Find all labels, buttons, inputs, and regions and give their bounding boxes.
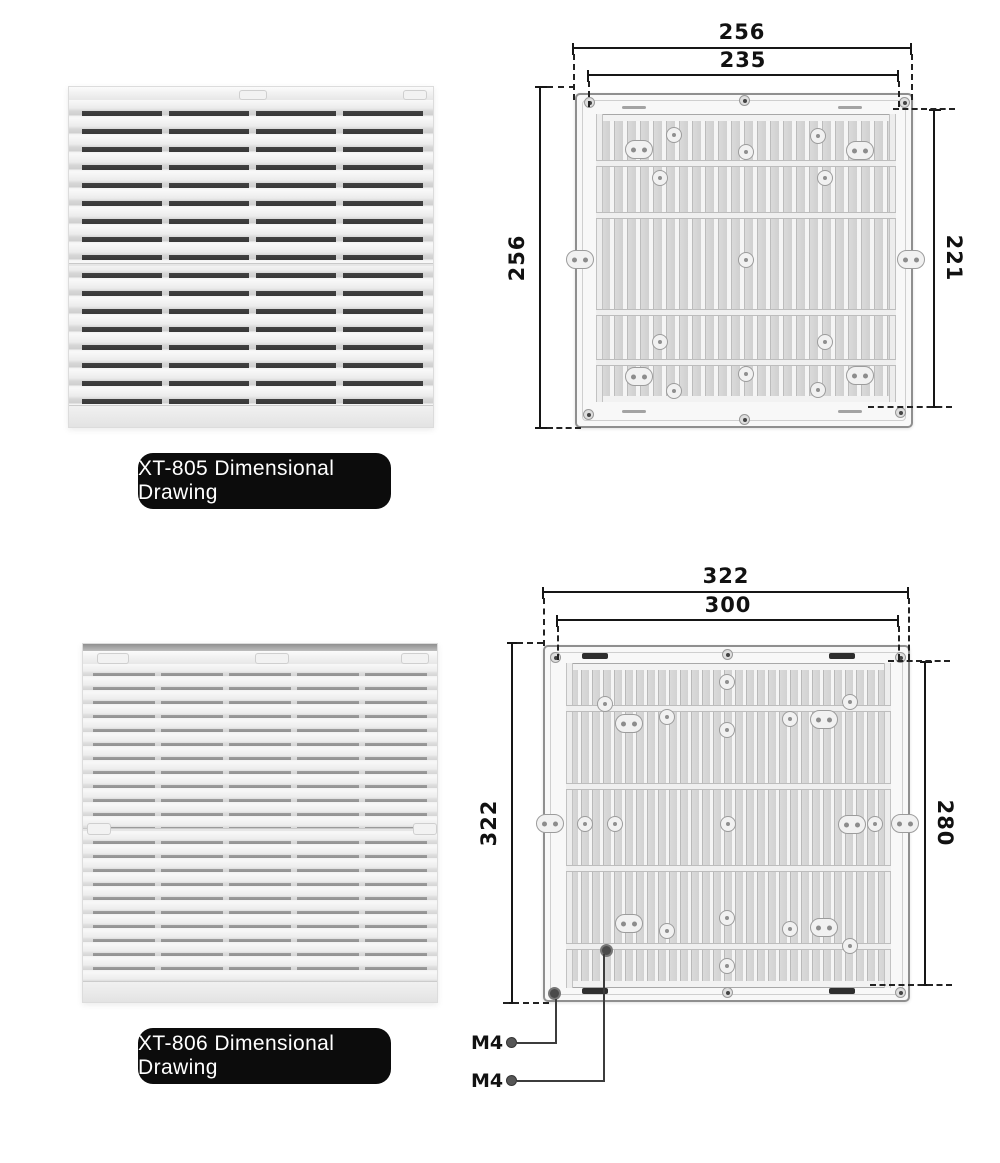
screw-boss	[846, 366, 874, 385]
screw-boss	[625, 367, 653, 386]
xt805-front-view-photo	[68, 86, 434, 428]
m4-leader-bullet	[506, 1075, 517, 1086]
screw-boss	[652, 170, 668, 186]
louver-slots	[297, 664, 359, 982]
screw-boss	[625, 140, 653, 159]
xt805-grille-base	[69, 405, 433, 427]
dim-line-inner-width-805	[588, 74, 898, 76]
screw-boss	[810, 382, 826, 398]
screw-boss	[738, 366, 754, 382]
center-boss	[738, 252, 754, 268]
seam-tab	[413, 823, 437, 835]
grid-top-channel	[567, 664, 890, 670]
badge-xt806	[138, 1028, 391, 1084]
dim-label-inner-width-805: 235	[719, 48, 767, 72]
extension-line	[573, 54, 575, 100]
extension-line	[557, 626, 559, 660]
louver-slots	[161, 664, 223, 982]
grille-cap-tab	[97, 653, 129, 664]
m4-leader-bullet	[506, 1037, 517, 1048]
screw-boss	[659, 709, 675, 725]
edge-screw	[722, 987, 733, 998]
screw-boss	[719, 958, 735, 974]
dim-label-outer-width-806: 322	[702, 564, 750, 588]
screw-boss	[817, 170, 833, 186]
grid-rail	[596, 359, 896, 366]
dim-line-inner-height-806	[924, 662, 926, 985]
centerline-extension	[870, 984, 952, 986]
m4-leader-line	[603, 954, 605, 1081]
extension-line	[911, 54, 913, 100]
louver-slots	[169, 100, 249, 406]
m4-leader-line	[555, 999, 557, 1043]
m4-leader-line	[517, 1080, 605, 1082]
grid-bottom-channel	[597, 396, 895, 402]
extension-line	[908, 598, 910, 660]
m4-label-2: M4	[471, 1070, 504, 1092]
grid-rail	[596, 160, 896, 167]
m4-screw-hole	[600, 944, 613, 957]
screw-boss	[719, 722, 735, 738]
screw-boss	[738, 144, 754, 160]
m4-label-1: M4	[471, 1032, 504, 1054]
corner-screw	[895, 987, 906, 998]
dim-line-inner-width-806	[557, 619, 898, 621]
centerline-extension	[893, 108, 955, 110]
edge-screw	[722, 649, 733, 660]
latch-mark	[838, 410, 862, 413]
dim-line-inner-height-805	[933, 110, 935, 407]
xt805-rear-view-drawing	[575, 93, 913, 428]
dim-label-inner-width-806: 300	[704, 593, 752, 617]
louver-slots	[256, 100, 336, 406]
latch-mark	[838, 106, 862, 109]
corner-screw	[895, 407, 906, 418]
latch-mark	[582, 653, 608, 659]
grid-rail	[566, 865, 891, 872]
edge-boss	[891, 814, 919, 833]
edge-boss	[566, 250, 594, 269]
screw-boss	[782, 711, 798, 727]
extension-line	[898, 626, 900, 660]
screw-boss	[597, 696, 613, 712]
extension-line	[547, 427, 581, 429]
centerline-extension	[888, 660, 950, 662]
dim-line-outer-height-806	[511, 643, 513, 1003]
screw-boss	[842, 694, 858, 710]
screw-boss	[659, 923, 675, 939]
screw-boss	[577, 816, 593, 832]
louver-slots	[343, 100, 423, 406]
corner-screw	[583, 409, 594, 420]
latch-mark	[829, 653, 855, 659]
louver-slots	[82, 100, 162, 406]
dim-label-inner-height-806: 280	[933, 799, 957, 847]
grille-cap-tab	[255, 653, 289, 664]
screw-boss	[782, 921, 798, 937]
badge-xt805-label: XT-805 Dimensional Drawing	[138, 457, 335, 504]
edge-screw	[739, 414, 750, 425]
screw-boss	[652, 334, 668, 350]
screw-boss	[810, 128, 826, 144]
extension-line	[503, 1002, 549, 1004]
centerline-extension	[868, 406, 952, 408]
grille-cap-tab	[401, 653, 429, 664]
badge-xt805	[138, 453, 391, 509]
edge-boss	[897, 250, 925, 269]
extension-line	[898, 81, 900, 107]
grid-rail	[596, 309, 896, 316]
latch-mark	[829, 988, 855, 994]
louver-slots	[229, 664, 291, 982]
edge-boss	[536, 814, 564, 833]
grille-cap-tab	[239, 90, 267, 100]
screw-boss	[846, 141, 874, 160]
corner-screw	[550, 652, 561, 663]
dim-line-outer-height-805	[539, 87, 541, 428]
screw-boss	[615, 914, 643, 933]
grille-cap-tab	[403, 90, 427, 100]
grille-split-seam	[69, 263, 433, 266]
extension-line	[517, 642, 543, 644]
grid-top-channel	[597, 115, 895, 121]
latch-mark	[622, 410, 646, 413]
seam-tab	[87, 823, 111, 835]
xt806-rear-view-drawing	[543, 645, 910, 1002]
edge-screw	[739, 95, 750, 106]
dim-label-outer-height-806: 322	[477, 799, 501, 847]
screw-boss	[615, 714, 643, 733]
grid-rail	[596, 212, 896, 219]
screw-boss	[838, 815, 866, 834]
screw-boss	[842, 938, 858, 954]
m4-leader-line	[517, 1042, 557, 1044]
screw-boss	[666, 127, 682, 143]
dim-label-outer-height-805: 256	[505, 234, 529, 282]
screw-boss	[666, 383, 682, 399]
corner-screw	[899, 97, 910, 108]
screw-boss	[810, 918, 838, 937]
latch-mark	[622, 106, 646, 109]
screw-boss	[719, 674, 735, 690]
dim-label-inner-height-805: 221	[942, 234, 966, 282]
badge-xt806-label: XT-806 Dimensional Drawing	[138, 1032, 335, 1079]
extension-line	[588, 81, 590, 107]
screw-boss	[867, 816, 883, 832]
xt806-front-view-photo	[82, 643, 438, 1003]
grid-rail	[566, 783, 891, 790]
extension-line	[547, 86, 575, 88]
center-boss	[720, 816, 736, 832]
dim-label-outer-width-805: 256	[718, 20, 766, 44]
screw-boss	[817, 334, 833, 350]
grille-split-seam	[83, 828, 437, 831]
screw-boss	[719, 910, 735, 926]
screw-boss	[607, 816, 623, 832]
screw-boss	[810, 710, 838, 729]
extension-line	[543, 598, 545, 646]
xt806-grille-base	[83, 981, 437, 1002]
